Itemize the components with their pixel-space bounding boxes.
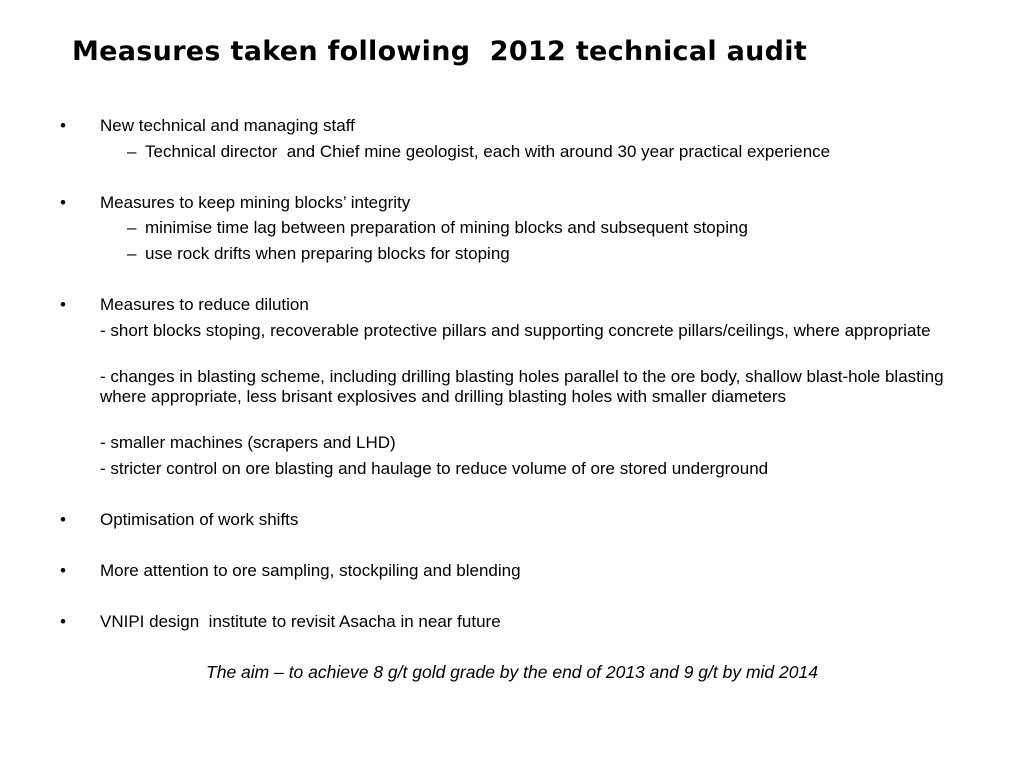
paragraph-stricter-control: - stricter control on ore blasting and haulage to reduce volume of ore stored underground xyxy=(100,459,769,478)
paragraph-smaller-machines: - smaller machines (scrapers and LHD) xyxy=(100,433,396,452)
bullet-work-shifts: Optimisation of work shifts xyxy=(100,510,299,529)
bullet-block-integrity: Measures to keep mining blocks’ integrity xyxy=(100,193,411,212)
paragraph-short-blocks: - short blocks stoping, recoverable protective pillars and supporting concrete pillars/ceilings, where appropriate xyxy=(100,321,931,340)
paragraph-blasting-scheme: - changes in blasting scheme, including drilling blasting holes parallel to the ore body, shallow blast-hole blasting where appropriate, less brisant explosives and drilling blasting holes with smaller diameters xyxy=(100,367,944,406)
dash-icon: – xyxy=(127,218,137,237)
bullet-ore-sampling: More attention to ore sampling, stockpiling and blending xyxy=(100,561,521,580)
bullet-new-staff: New technical and managing staff xyxy=(100,116,355,135)
dash-icon: – xyxy=(127,142,137,161)
bullet-icon: • xyxy=(60,612,66,631)
aim-statement: The aim – to achieve 8 g/t gold grade by the end of 2013 and 9 g/t by mid 2014 xyxy=(206,662,818,682)
slide-title: Measures taken following 2012 technical audit xyxy=(72,36,808,67)
bullet-icon: • xyxy=(60,510,66,529)
subitem-rock-drifts: use rock drifts when preparing blocks for stoping xyxy=(145,244,510,263)
subitem-technical-director: Technical director and Chief mine geologist, each with around 30 year practical experience xyxy=(145,142,831,161)
bullet-reduce-dilution: Measures to reduce dilution xyxy=(100,295,309,314)
bullet-icon: • xyxy=(60,561,66,580)
bullet-icon: • xyxy=(60,193,66,212)
bullet-icon: • xyxy=(60,116,66,135)
dash-icon: – xyxy=(127,244,137,263)
bullet-icon: • xyxy=(60,295,66,314)
subitem-minimise-time-lag: minimise time lag between preparation of mining blocks and subsequent stoping xyxy=(145,218,748,237)
bullet-vnipi: VNIPI design institute to revisit Asacha in near future xyxy=(100,612,501,631)
